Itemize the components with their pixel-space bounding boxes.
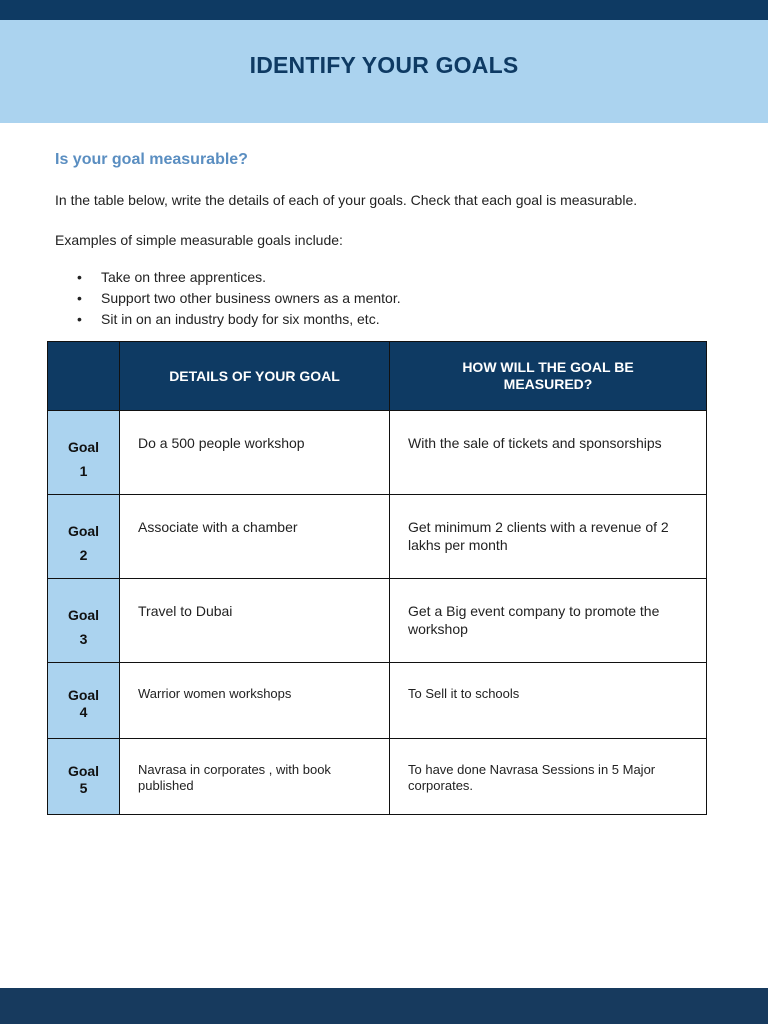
list-item	[55, 309, 401, 330]
goal-word: Goal	[67, 607, 100, 623]
table-row	[48, 411, 707, 495]
goal-details-cell[interactable]	[120, 411, 390, 495]
footer-band	[0, 988, 768, 1024]
goal-measure-text: With the sale of tickets and sponsorships	[408, 435, 662, 451]
goal-label	[48, 663, 120, 739]
goals-table	[47, 341, 707, 815]
goal-word: Goal	[67, 523, 100, 539]
goal-measure-text: Get a Big event company to promote the workshop	[408, 603, 660, 637]
goal-number: 1	[79, 463, 88, 479]
table-row	[48, 579, 707, 663]
goal-measure-cell[interactable]	[390, 579, 707, 663]
examples-intro: Examples of simple measurable goals include:	[55, 232, 343, 248]
list-item-text: Sit in on an industry body for six months, etc.	[101, 311, 380, 327]
intro-paragraph: In the table below, write the details of each of your goals. Check that each goal is measurable.	[55, 192, 638, 208]
goal-word: Goal	[67, 687, 100, 703]
goal-number: 3	[79, 631, 88, 647]
goal-label	[48, 739, 120, 815]
goal-label	[48, 411, 120, 495]
goal-measure-cell[interactable]	[390, 663, 707, 739]
goal-measure-text: To have done Navrasa Sessions in 5 Major corporates.	[408, 762, 656, 793]
measure-column-header: HOW WILL THE GOAL BE MEASURED?	[390, 342, 707, 411]
page-title: IDENTIFY YOUR GOALS	[249, 52, 519, 78]
list-item	[55, 288, 401, 309]
goal-word: Goal	[67, 763, 100, 779]
goal-details-text: Navrasa in corporates , with book published	[138, 762, 331, 793]
goal-details-text: Do a 500 people workshop	[138, 435, 305, 451]
goal-details-cell[interactable]	[120, 495, 390, 579]
goal-details-text: Associate with a chamber	[138, 519, 298, 535]
examples-list	[55, 267, 401, 330]
goal-measure-text: To Sell it to schools	[408, 686, 520, 701]
table-row	[48, 739, 707, 815]
goal-word: Goal	[67, 439, 100, 455]
goal-measure-cell[interactable]	[390, 739, 707, 815]
details-column-header: DETAILS OF YOUR GOAL	[120, 342, 390, 411]
corner-header	[48, 342, 120, 411]
goal-measure-cell[interactable]	[390, 411, 707, 495]
goal-number: 2	[79, 547, 88, 563]
goal-details-cell[interactable]	[120, 579, 390, 663]
goal-details-cell[interactable]	[120, 739, 390, 815]
goal-label	[48, 579, 120, 663]
top-stripe	[0, 0, 768, 20]
bullet-icon: •	[77, 290, 82, 306]
goal-measure-cell[interactable]	[390, 495, 707, 579]
bullet-icon: •	[77, 269, 82, 285]
goal-number: 5	[79, 780, 88, 796]
goal-details-cell[interactable]	[120, 663, 390, 739]
table-header-row	[48, 342, 707, 411]
list-item-text: Take on three apprentices.	[101, 269, 266, 285]
goal-details-text: Warrior women workshops	[138, 686, 292, 701]
table-row	[48, 495, 707, 579]
bullet-icon: •	[77, 311, 82, 327]
goal-number: 4	[79, 704, 88, 720]
goal-measure-text: Get minimum 2 clients with a revenue of 2 lakhs per month	[408, 519, 669, 553]
goal-details-text: Travel to Dubai	[138, 603, 233, 619]
list-item-text: Support two other business owners as a mentor.	[101, 290, 401, 306]
list-item	[55, 267, 401, 288]
goal-label	[48, 495, 120, 579]
section-heading: Is your goal measurable?	[55, 151, 248, 168]
table-row	[48, 663, 707, 739]
